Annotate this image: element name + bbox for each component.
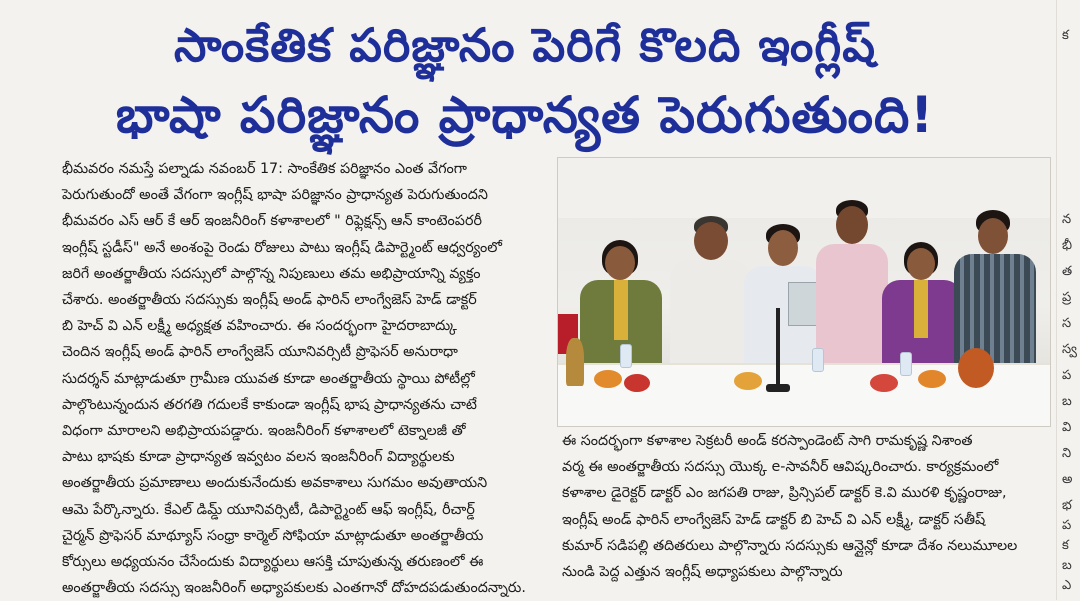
article-line: అంతర్జాతీయ ప్రమాణాలు అందుకునేందుకు అవకాశాలు సుగమం అవుతాయని <box>62 475 488 492</box>
photo-caption <box>562 428 1052 585</box>
article-line: ఇంగ్లీష్ స్టడీస్" అనే అంశంపై రెండు రోజులు పాటు ఇంగ్లీష్ డిపార్ట్మెంట్ ఆధ్వర్యంలో <box>62 239 502 256</box>
flower-bouquet <box>918 370 946 388</box>
microphone <box>776 308 780 388</box>
adjacent-glyph: స్వ <box>1062 342 1077 357</box>
adjacent-glyph: ప <box>1062 368 1072 383</box>
adjacent-glyph: భ <box>1062 498 1072 513</box>
adjacent-glyph: ని <box>1062 446 1072 461</box>
adjacent-glyph: అ <box>1062 472 1073 487</box>
adjacent-glyph: క <box>1062 28 1069 43</box>
headline-line-1: సాంకేతిక పరిజ్ఞానం పెరిగే కొలది ఇంగ్లీష్ <box>173 18 876 72</box>
water-bottle <box>620 344 632 368</box>
caption-line: కళాశాల డైరెక్టర్ డాక్టర్ ఎం జగపతి రాజు, ప్రిన్సిపల్ డాక్టర్ కె.వి మురళి కృష్ణంరాజు, <box>562 485 1007 502</box>
article-line: పాటు భాషకు కూడా ప్రాధాన్యత ఇవ్వటం వలన ఇంజనీరింగ్ విద్యార్థులకు <box>62 449 455 466</box>
article-line: పెరుగుతుందో అంతే వేగంగా ఇంగ్లీష్ భాషా పరిజ్ఞానం ప్రాధాన్యత పెరుగుతుందని <box>62 187 488 204</box>
adjacent-glyph: వి <box>1062 420 1072 435</box>
article-body <box>62 156 552 601</box>
adjacent-glyph: క <box>1062 538 1069 553</box>
caption-line: ఇంగ్లీష్ అండ్ ఫారిన్ లాంగ్వేజెస్ హెడ్ డాక్టర్ బి హెచ్ వి ఎన్ లక్ష్మీ, డాక్టర్ సతీష్ <box>562 511 986 528</box>
adjacent-glyph: బ <box>1062 394 1072 409</box>
article-line: కోర్సులు అధ్యయనం చేసేందుకు విద్యార్థులు ఆసక్తి చూపుతున్న తరుణంలో ఈ <box>62 554 484 571</box>
adjacent-glyph: బ <box>1062 558 1072 573</box>
flower-bouquet <box>624 374 650 392</box>
article-line: విధంగా మారాలని అభిప్రాయపడ్డారు. ఇంజనీరింగ్ కళాశాలలో టెక్నాలజీ తో <box>62 423 466 440</box>
adjacent-glyph: త <box>1062 264 1073 279</box>
article-line: ఆమె పేర్కొన్నారు. కేఎల్ డిమ్డ్ యూనివర్సిటీ, డిపార్ట్మెంట్ ఆఫ్ ఇంగ్లీష్, రీచార్డ్ <box>62 501 475 518</box>
event-photo <box>557 157 1051 427</box>
article-line: చైర్మన్ ప్రొఫెసర్ మాథ్యూస్ సంధ్రా కార్మెల్ సోఫియా మాట్లాడుతూ అంతర్జాతీయ <box>62 527 484 544</box>
article-line: సుదర్శన్ మాట్లాడుతూ గ్రామీణ యువత కూడా అంతర్జాతీయ స్థాయి పోటీల్లో <box>62 370 475 387</box>
idol-left <box>566 338 584 386</box>
wall <box>558 158 1050 218</box>
article-line: పాల్గొంటున్నందున తరగతి గదులకే కాకుండా ఇంగ్లీష్ భాష ప్రాధాన్యతను చాటే <box>62 396 477 413</box>
article-line: భీమవరం ఎస్ ఆర్ కే ఆర్ ఇంజనీరింగ్ కళాశాలలో " రిఫ్లెక్షన్స్ ఆన్ కాంటెంపరరీ <box>62 213 482 230</box>
adjacent-glyph: ప్ర <box>1062 290 1072 305</box>
article-line: చెందిన ఇంగ్లీష్ అండ్ ఫారిన్ లాంగ్వేజెస్ యూనివర్సిటీ ప్రొఫెసర్ అనురాధా <box>62 344 458 361</box>
water-bottle <box>900 352 912 376</box>
article-line: చేశారు. అంతర్జాతీయ సదస్సుకు ఇంగ్లీష్ అండ్ ఫారిన్ లాంగ్వేజెస్ హెడ్ డాక్టర్ <box>62 292 477 309</box>
caption-line: నుండి పెద్ద ఎత్తున ఇంగ్లీష్ అధ్యాపకులు పాల్గొన్నారు <box>562 564 843 581</box>
caption-line: ఈ సందర్భంగా కళాశాల సెక్రటరీ అండ్ కరస్పాండెంట్ సాగి రామకృష్ణ నిశాంత <box>562 433 973 449</box>
adjacent-glyph: భీ <box>1062 238 1073 253</box>
flower-bouquet <box>594 370 622 388</box>
flower-bouquet <box>734 372 762 390</box>
adjacent-glyph: న <box>1062 212 1072 227</box>
article-line: భీమవరం నమస్తే పల్నాడు నవంబర్ 17: సాంకేతిక పరిజ్ఞానం ఎంత వేగంగా <box>62 161 467 177</box>
idol-right <box>958 348 994 388</box>
flower-bouquet <box>870 374 898 392</box>
article-line: జరిగే అంతర్జాతీయ సదస్సులో పాల్గొన్న నిపుణులు తమ అభిప్రాయాన్ని వ్యక్తం <box>62 265 481 282</box>
caption-line: వర్మ ఈ అంతర్జాతీయ సదస్సు యొక్క e-సావనీర్ ఆవిష్కరించారు. కార్యక్రమంలో <box>562 459 999 476</box>
water-bottle <box>812 348 824 372</box>
headline-line-2: భాషా పరిజ్ఞానం ప్రాధాన్యత పెరుగుతుంది! <box>115 86 935 144</box>
caption-line: కుమార్ సడిపల్లి తదితరులు పాల్గొన్నారు సదస్సుకు ఆన్లైన్లో కూడా దేశం నలుమూలల <box>562 537 1018 554</box>
adjacent-glyph: ఎ <box>1062 578 1072 593</box>
adjacent-glyph: స <box>1062 316 1072 331</box>
next-headline-cropped <box>110 585 940 600</box>
article-line: అంతర్జాతీయ సదస్సు ఇంజనీరింగ్ అధ్యాపకులకు ఎంతగానో దోహదపడుతుందన్నారు. <box>62 580 526 597</box>
article-line: బి హెచ్ వి ఎన్ లక్ష్మీ అధ్యక్షత వహించారు. ఈ సందర్భంగా హైదరాబాద్కు <box>62 318 457 335</box>
adjacent-glyph: ప <box>1062 518 1072 533</box>
